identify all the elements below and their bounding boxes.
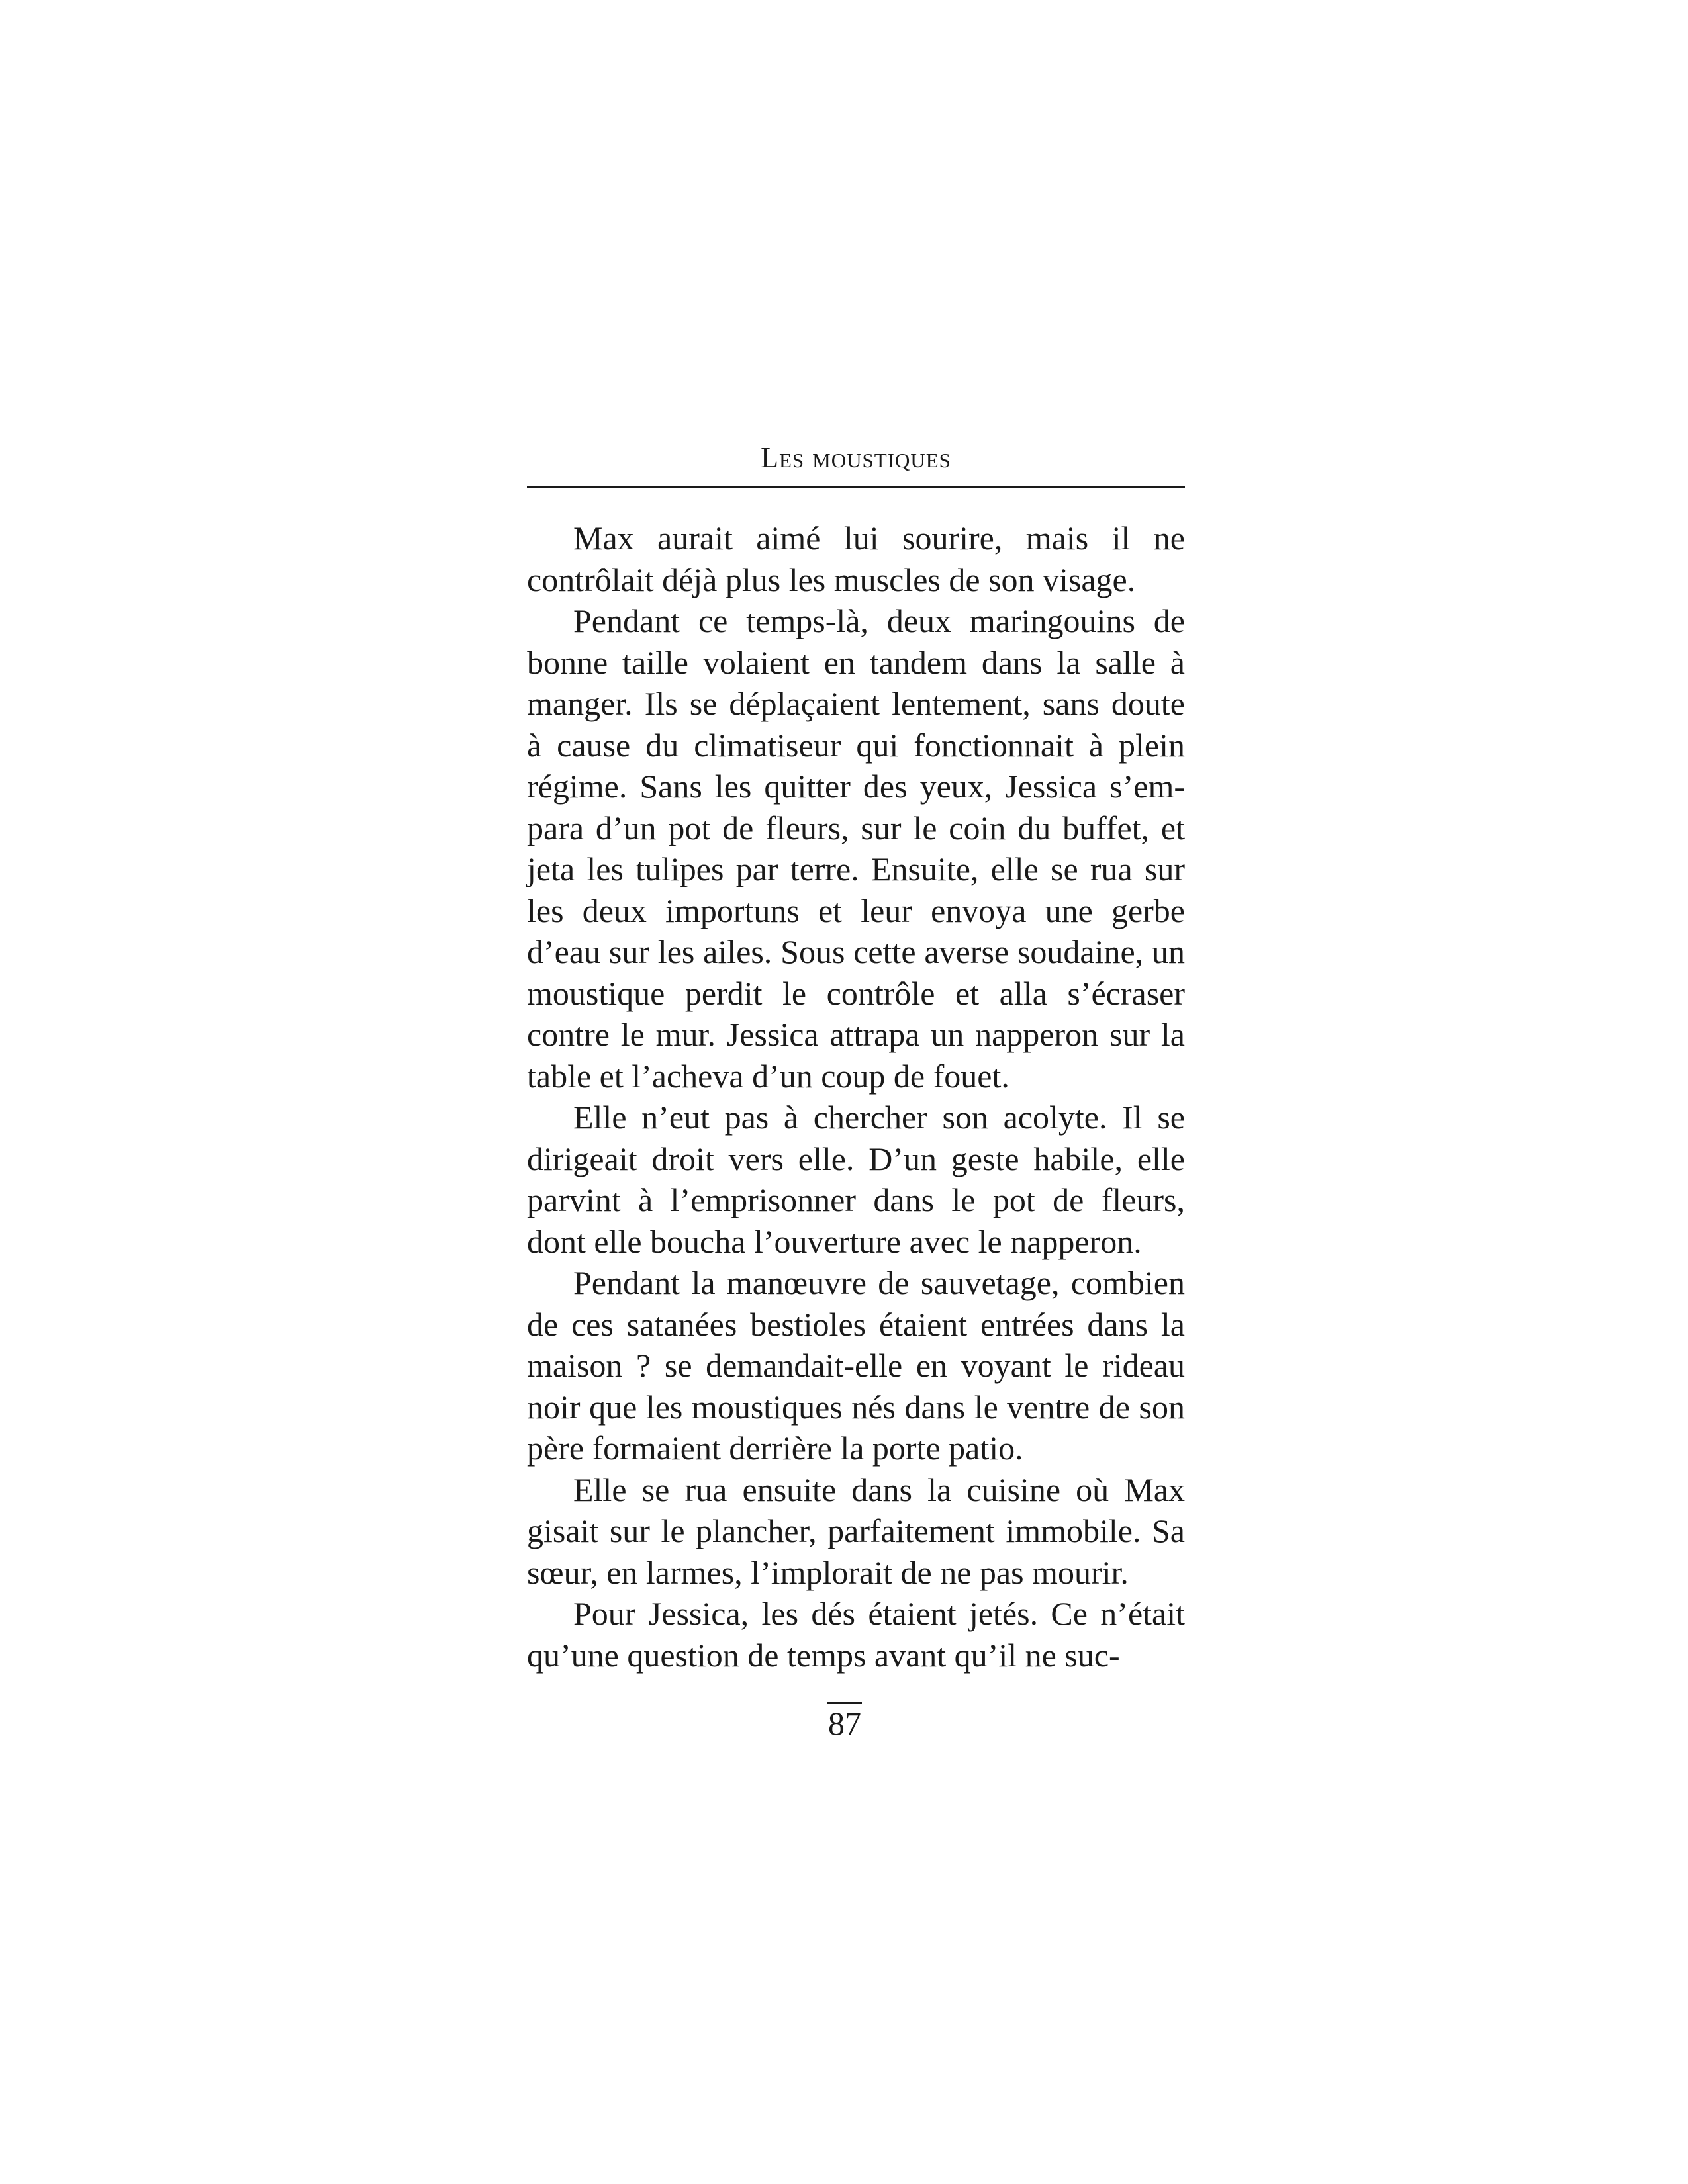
paragraph: Pendant ce temps-là, deux maringouins de bonne taille volaient en tandem dans la salle à manger. Ils se déplaçaient lentement, sans doute à cause du climatiseur qui fonctionnait à plein régime. Sans les quitter des yeux, Jessica s’empara d’un pot de fleurs, sur le coin du buffet, et jeta les tulipes par terre. Ensuite, elle se rua sur les deux importuns et leur envoya une gerbe d’eau sur les ailes. Sous cette averse soudaine, un moustique perdit le contrôle et alla s’écraser contre le mur. Jessica attrapa un napperon sur la table et l’acheva d’un coup de fouet. [527,602,1185,1095]
running-header: Les moustiques [527,440,1185,488]
body-text [527,518,1185,1676]
paragraph: Max aurait aimé lui sourire, mais il ne contrôlait déjà plus les muscles de son visage. [527,520,1185,598]
paragraph: Elle se rua ensuite dans la cuisine où Max gisait sur le plancher, parfaitement immobile. Sa sœur, en larmes, l’implorait de ne pas mourir. [527,1471,1185,1591]
page-number: 87 [827,1702,862,1743]
paragraph: Pendant la manœuvre de sauvetage, combien de ces satanées bestioles étaient entrées dans la maison ? se demandait-elle en voyant le rideau noir que les moustiques nés dans le ventre de son père formaient derrière la porte patio. [527,1264,1185,1467]
paragraph: Pour Jessica, les dés étaient jetés. Ce n’était qu’une question de temps avant qu’il ne suc- [527,1595,1185,1674]
paragraph: Elle n’eut pas à chercher son acolyte. Il se dirigeait droit vers elle. D’un geste habile, elle parvint à l’emprisonner dans le pot de fleurs, dont elle boucha l’ouverture avec le napperon. [527,1099,1185,1260]
